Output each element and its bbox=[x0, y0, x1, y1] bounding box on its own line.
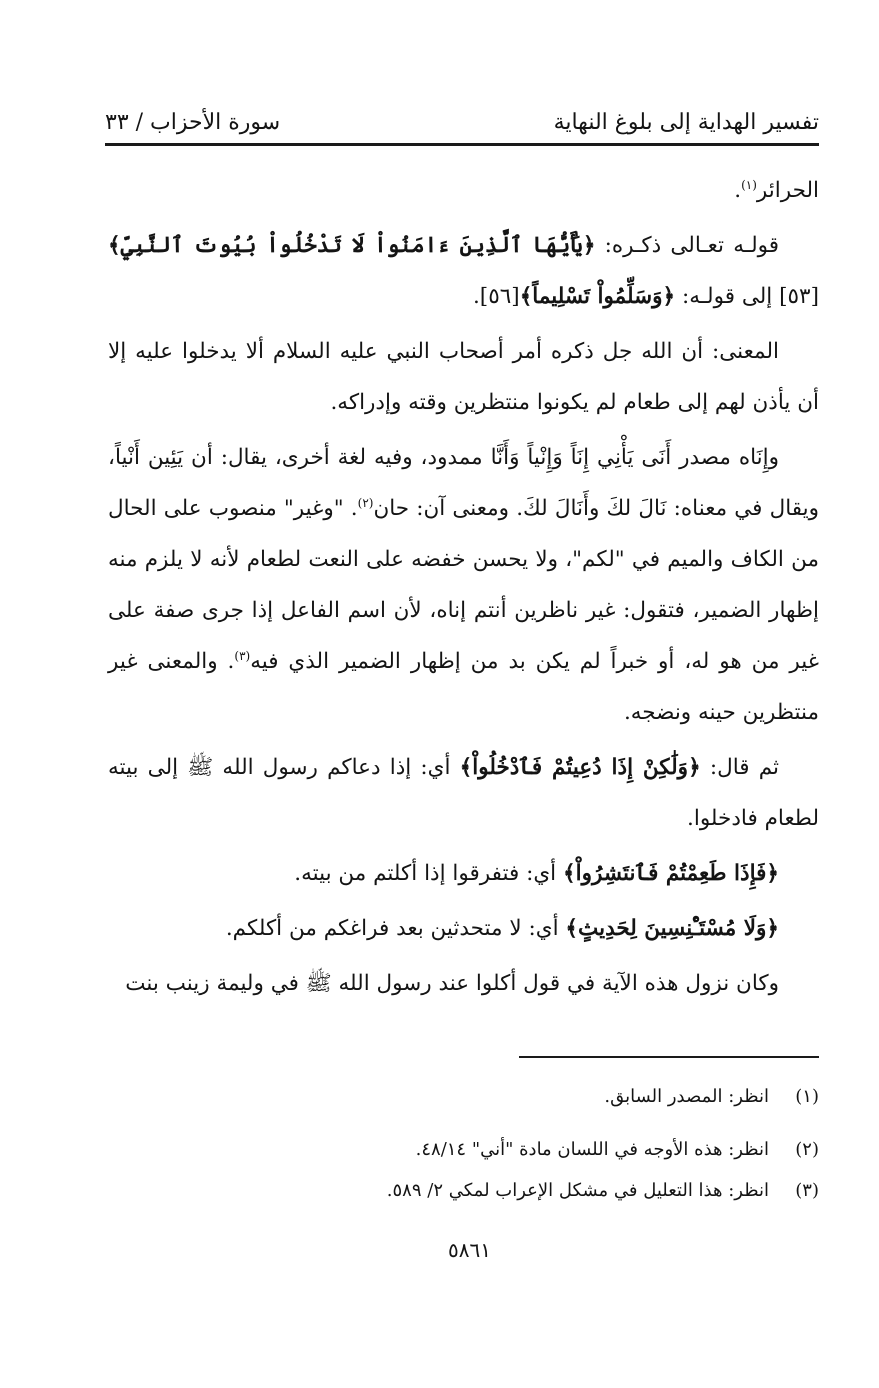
page-number: ٥٨٦١ bbox=[448, 1238, 491, 1262]
footnote-text: انظر: هذا التعليل في مشكل الإعراب لمكي ٢/ ٥٨٩. bbox=[386, 1180, 769, 1201]
p3-part-c: . والمعنى غير منتظرين حينه ونضجه. bbox=[108, 649, 819, 725]
footnote-number: (٣) bbox=[795, 1180, 819, 1201]
p5-part-b: أي: فتفرقوا إذا أكلتم من بيته. bbox=[294, 861, 563, 886]
footnote-1 bbox=[108, 1080, 819, 1113]
footnote-number: (٢) bbox=[795, 1139, 819, 1160]
footnote-marker-2: (٢) bbox=[357, 495, 374, 510]
running-header bbox=[105, 98, 819, 146]
paragraph-0-end: . bbox=[734, 178, 742, 203]
paragraph-2: المعنى: أن الله جل ذكره أمر أصحاب النبي عليه السلام ألا يدخلوا عليه إلا أن يأذن لهم إلى طعام لم يكونوا منتظرين وقته وإدراكه. bbox=[108, 339, 819, 415]
footnote-marker-3: (٣) bbox=[234, 648, 251, 663]
quran-verse-56: ﴿وَسَلِّمُواْ تَسْلِيماً﴾ bbox=[519, 284, 676, 309]
quran-verse-53: ﴿يَٰأَيُّهَا ٱلَّذِينَ ءَامَنُواْ لَا تَدْخُلُواْ بُيُوتَ ٱلنَّبِيِّ﴾ bbox=[108, 233, 596, 258]
footnote-number: (١) bbox=[795, 1086, 819, 1107]
p6-part-b: أي: لا متحدثين بعد فراغكم من أكلكم. bbox=[225, 916, 566, 941]
verse-ref-53: [٥٣] إلى قولـه: bbox=[675, 284, 819, 309]
paragraph-0-text: الحرائر bbox=[756, 178, 819, 203]
p3-part-b: . "وغير" منصوب على الحال من الكاف والميم في "لكم"، ولا يحسن خفضه على النعت لطعام لأنه لا يلزم منه إظهار الضمير، فتقول: غير ناظرين أنتم إناه، لأن اسم الفاعل إذا جرى صفة على غير من هو له، أو خبراً لم يكن بد من إظهار الضمير الذي فيه bbox=[108, 496, 819, 674]
surah-page-label: سورة الأحزاب / ٣٣ bbox=[105, 110, 281, 135]
paragraph-4 bbox=[108, 742, 819, 844]
p4-part-b: أي: إذا دعاكم رسول الله ﷺ إلى بيته لطعام فادخلوا. bbox=[108, 755, 819, 831]
footnotes bbox=[108, 1080, 819, 1227]
footnote-text: انظر: هذه الأوجه في اللسان مادة "أني" ٤٨/١٤. bbox=[415, 1139, 769, 1160]
footnote-text: انظر: المصدر السابق. bbox=[604, 1086, 769, 1107]
quran-verse-invite: ﴿وَلَٰكِنْ إِذَا دُعِيتُمْ فَٱدْخُلُواْ﴾ bbox=[459, 755, 701, 780]
paragraph-5 bbox=[108, 848, 819, 899]
paragraph-6 bbox=[108, 903, 819, 954]
p4-part-a: ثم قال: bbox=[700, 755, 780, 780]
paragraph-7: وكان نزول هذه الآية في قول أكلوا عند رسول الله ﷺ في وليمة زينب بنت bbox=[125, 971, 779, 996]
footnote-marker-1: (١) bbox=[741, 177, 757, 192]
p1-intro: قولـه تعـالى ذكـره: bbox=[595, 233, 780, 258]
paragraph-1 bbox=[108, 220, 819, 322]
footnote-divider bbox=[519, 1056, 819, 1058]
footnote-3 bbox=[108, 1174, 819, 1207]
footnote-2 bbox=[108, 1133, 819, 1166]
main-text bbox=[108, 165, 819, 1013]
paragraph-3 bbox=[108, 432, 819, 738]
quran-verse-disperse: ﴿فَإِذَا طَعِمْتُمْ فَٱنتَشِرُواْ﴾ bbox=[563, 861, 779, 886]
p3-part-a: وإِنَاه مصدر أَنَى يَأْنِي إِنَاً وَإِنْياً وَأَنَّا ممدود، وفيه لغة أخرى، يقال: أن يَئِين أَنْياً، ويقال في معناه: نَالَ لكَ وأَنَالَ لكَ. ومعنى آن: حان bbox=[108, 445, 819, 521]
paragraph-0 bbox=[108, 165, 819, 216]
verse-ref-56: [٥٦]. bbox=[472, 284, 520, 309]
quran-verse-conversation: ﴿وَلَا مُسْتَـْٔنِسِينَ لِحَدِيثٍ﴾ bbox=[565, 916, 779, 941]
book-title: تفسير الهداية إلى بلوغ النهاية bbox=[553, 110, 819, 135]
